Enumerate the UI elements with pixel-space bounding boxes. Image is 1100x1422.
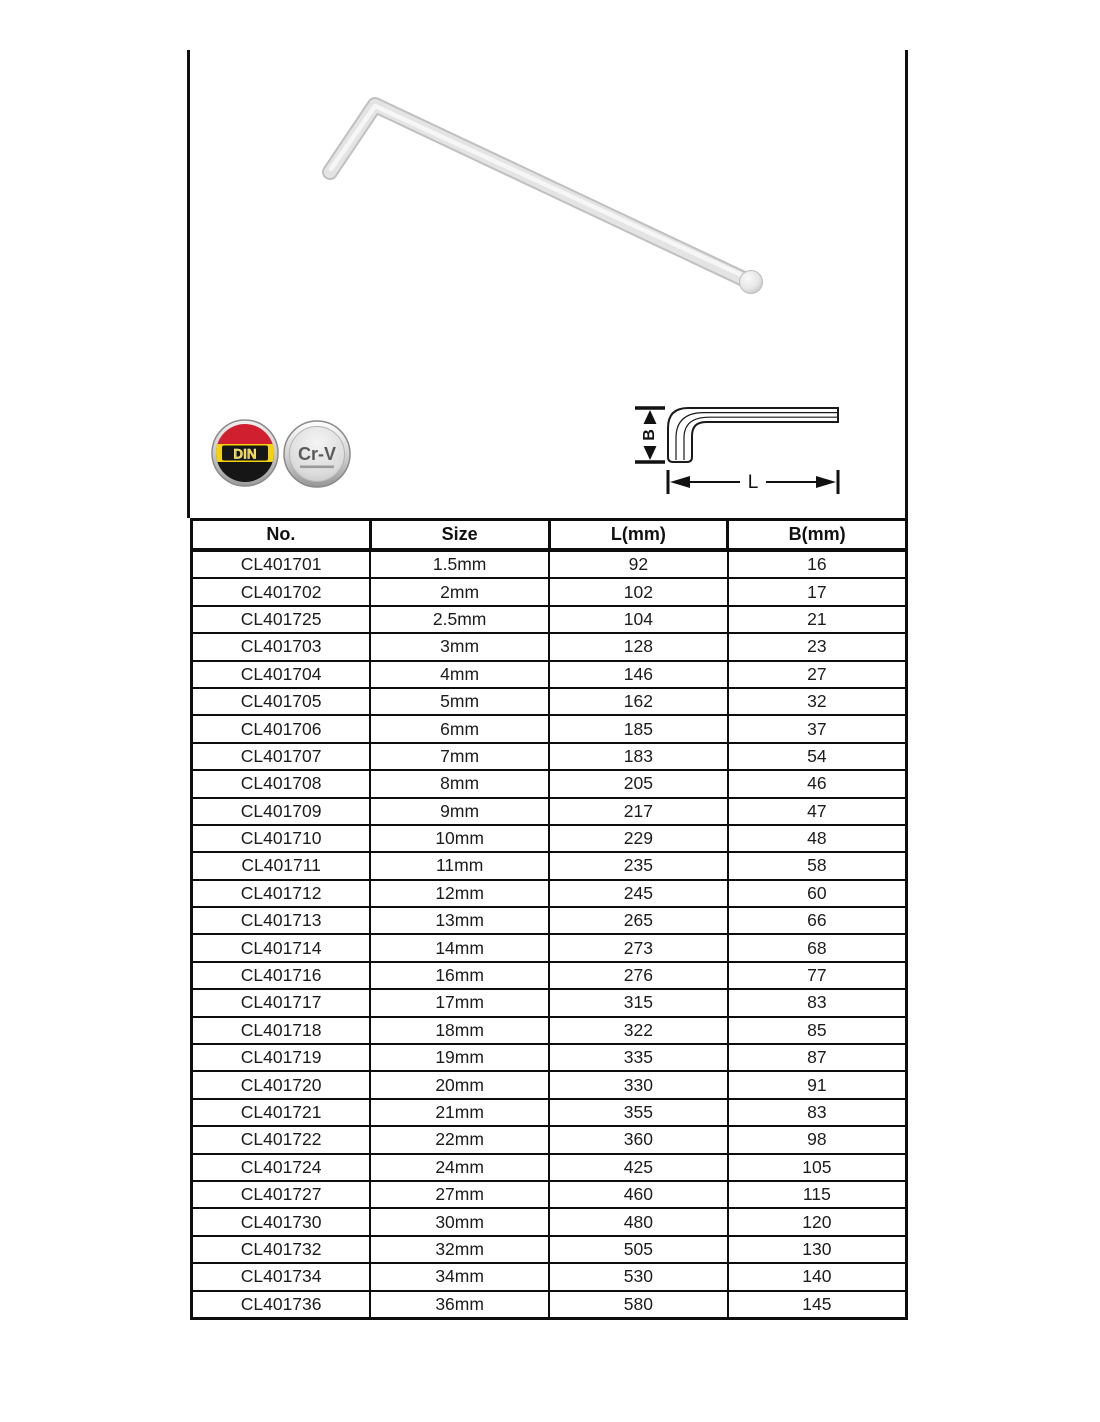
table-row — [192, 880, 907, 907]
table-cell: 145 — [728, 1291, 907, 1319]
table-cell: 27 — [728, 661, 907, 688]
table-cell: 60 — [728, 880, 907, 907]
table-row — [192, 989, 907, 1016]
table-cell: CL401734 — [192, 1263, 371, 1290]
table-cell: 276 — [549, 962, 728, 989]
table-cell: 21mm — [370, 1099, 549, 1126]
table-cell: CL401718 — [192, 1017, 371, 1044]
table-cell: 185 — [549, 715, 728, 742]
table-cell: CL401719 — [192, 1044, 371, 1071]
table-cell: 32 — [728, 688, 907, 715]
table-cell: 77 — [728, 962, 907, 989]
table-cell: 66 — [728, 907, 907, 934]
table-cell: CL401720 — [192, 1071, 371, 1098]
table-cell: CL401705 — [192, 688, 371, 715]
dimension-b — [635, 408, 665, 462]
table-cell: 27mm — [370, 1181, 549, 1208]
spec-table — [190, 518, 908, 1320]
table-cell: CL401721 — [192, 1099, 371, 1126]
hex-key-shaft — [330, 105, 763, 294]
table-cell: CL401716 — [192, 962, 371, 989]
table-cell: 7mm — [370, 743, 549, 770]
table-row — [192, 1099, 907, 1126]
table-cell: 23 — [728, 633, 907, 660]
column-header-size: Size — [370, 520, 549, 551]
table-cell: 24mm — [370, 1154, 549, 1181]
table-cell: 83 — [728, 1099, 907, 1126]
table-cell: 37 — [728, 715, 907, 742]
table-row — [192, 688, 907, 715]
table-cell: 48 — [728, 825, 907, 852]
table-cell: 115 — [728, 1181, 907, 1208]
table-row — [192, 606, 907, 633]
dimension-b-label: B — [641, 429, 659, 441]
frame-line-left — [187, 50, 190, 518]
table-row — [192, 1236, 907, 1263]
table-cell: 273 — [549, 934, 728, 961]
dimension-l — [668, 470, 838, 494]
table-cell: 18mm — [370, 1017, 549, 1044]
table-cell: 5mm — [370, 688, 549, 715]
table-cell: 11mm — [370, 852, 549, 879]
table-row — [192, 825, 907, 852]
table-row — [192, 1017, 907, 1044]
table-cell: CL401722 — [192, 1126, 371, 1153]
table-cell: 30mm — [370, 1208, 549, 1235]
hex-key-ball-end — [740, 271, 763, 294]
table-cell: 530 — [549, 1263, 728, 1290]
crv-badge — [283, 420, 351, 488]
table-cell: CL401725 — [192, 606, 371, 633]
table-cell: 85 — [728, 1017, 907, 1044]
table-row — [192, 1044, 907, 1071]
table-cell: 87 — [728, 1044, 907, 1071]
table-cell: 130 — [728, 1236, 907, 1263]
table-row — [192, 962, 907, 989]
column-header-l: L(mm) — [549, 520, 728, 551]
table-cell: 19mm — [370, 1044, 549, 1071]
table-row — [192, 1126, 907, 1153]
table-cell: CL401701 — [192, 550, 371, 578]
diagram-key-outline — [668, 408, 838, 462]
table-cell: 480 — [549, 1208, 728, 1235]
column-header-b: B(mm) — [728, 520, 907, 551]
table-cell: CL401732 — [192, 1236, 371, 1263]
table-cell: CL401724 — [192, 1154, 371, 1181]
table-row — [192, 798, 907, 825]
table-cell: CL401704 — [192, 661, 371, 688]
table-row — [192, 1263, 907, 1290]
table-cell: 330 — [549, 1071, 728, 1098]
table-row — [192, 934, 907, 961]
table-cell: 580 — [549, 1291, 728, 1319]
column-header-no: No. — [192, 520, 371, 551]
table-cell: 265 — [549, 907, 728, 934]
table-cell: 46 — [728, 770, 907, 797]
table-cell: 235 — [549, 852, 728, 879]
table-cell: 102 — [549, 578, 728, 605]
table-cell: 68 — [728, 934, 907, 961]
table-cell: CL401703 — [192, 633, 371, 660]
table-cell: CL401727 — [192, 1181, 371, 1208]
table-cell: CL401709 — [192, 798, 371, 825]
dimension-l-label: L — [747, 472, 759, 493]
table-row — [192, 1181, 907, 1208]
table-cell: 16 — [728, 550, 907, 578]
table-cell: 205 — [549, 770, 728, 797]
table-cell: CL401708 — [192, 770, 371, 797]
frame-line-right — [905, 50, 908, 518]
table-cell: 92 — [549, 550, 728, 578]
table-cell: 83 — [728, 989, 907, 1016]
table-cell: 13mm — [370, 907, 549, 934]
table-cell: 3mm — [370, 633, 549, 660]
table-cell: 54 — [728, 743, 907, 770]
table-cell: CL401711 — [192, 852, 371, 879]
table-cell: 12mm — [370, 880, 549, 907]
crv-badge-label: Cr-V — [297, 444, 337, 464]
table-cell: 6mm — [370, 715, 549, 742]
table-cell: 58 — [728, 852, 907, 879]
table-row — [192, 770, 907, 797]
table-cell: 355 — [549, 1099, 728, 1126]
table-row — [192, 852, 907, 879]
table-cell: CL401707 — [192, 743, 371, 770]
din-badge-label: DIN — [233, 446, 257, 462]
table-cell: 21 — [728, 606, 907, 633]
table-cell: 16mm — [370, 962, 549, 989]
table-cell: CL401702 — [192, 578, 371, 605]
table-cell: 162 — [549, 688, 728, 715]
table-cell: 183 — [549, 743, 728, 770]
table-cell: 2mm — [370, 578, 549, 605]
table-cell: CL401712 — [192, 880, 371, 907]
table-cell: 17mm — [370, 989, 549, 1016]
table-row — [192, 715, 907, 742]
dimension-diagram — [610, 390, 890, 505]
table-cell: 17 — [728, 578, 907, 605]
table-cell: CL401736 — [192, 1291, 371, 1319]
table-cell: CL401730 — [192, 1208, 371, 1235]
table-cell: 2.5mm — [370, 606, 549, 633]
table-cell: 105 — [728, 1154, 907, 1181]
table-cell: 322 — [549, 1017, 728, 1044]
table-cell: 425 — [549, 1154, 728, 1181]
table-cell: 4mm — [370, 661, 549, 688]
table-row — [192, 661, 907, 688]
table-header-row — [192, 520, 907, 551]
table-cell: 36mm — [370, 1291, 549, 1319]
table-cell: 315 — [549, 989, 728, 1016]
table-cell: 120 — [728, 1208, 907, 1235]
table-cell: 91 — [728, 1071, 907, 1098]
table-cell: 34mm — [370, 1263, 549, 1290]
table-cell: CL401717 — [192, 989, 371, 1016]
table-cell: 245 — [549, 880, 728, 907]
table-cell: CL401706 — [192, 715, 371, 742]
table-cell: CL401713 — [192, 907, 371, 934]
table-cell: CL401710 — [192, 825, 371, 852]
table-cell: 140 — [728, 1263, 907, 1290]
table-cell: 360 — [549, 1126, 728, 1153]
table-row — [192, 1291, 907, 1319]
table-cell: 505 — [549, 1236, 728, 1263]
table-row — [192, 1154, 907, 1181]
table-cell: 128 — [549, 633, 728, 660]
table-cell: 20mm — [370, 1071, 549, 1098]
din-badge — [211, 419, 279, 487]
table-row — [192, 1208, 907, 1235]
table-cell: 14mm — [370, 934, 549, 961]
table-cell: 8mm — [370, 770, 549, 797]
table-row — [192, 743, 907, 770]
table-row — [192, 550, 907, 578]
table-cell: 217 — [549, 798, 728, 825]
table-row — [192, 578, 907, 605]
table-row — [192, 1071, 907, 1098]
crv-badge-underline — [300, 466, 334, 469]
table-cell: 146 — [549, 661, 728, 688]
table-cell: 460 — [549, 1181, 728, 1208]
table-cell: 335 — [549, 1044, 728, 1071]
table-cell: 229 — [549, 825, 728, 852]
spec-table-container — [190, 518, 908, 1320]
table-cell: 104 — [549, 606, 728, 633]
product-photo-hex-key — [295, 75, 795, 320]
table-cell: 47 — [728, 798, 907, 825]
table-cell: 9mm — [370, 798, 549, 825]
table-cell: 32mm — [370, 1236, 549, 1263]
table-cell: 10mm — [370, 825, 549, 852]
table-cell: CL401714 — [192, 934, 371, 961]
table-cell: 22mm — [370, 1126, 549, 1153]
table-cell: 1.5mm — [370, 550, 549, 578]
table-row — [192, 633, 907, 660]
table-row — [192, 907, 907, 934]
table-cell: 98 — [728, 1126, 907, 1153]
